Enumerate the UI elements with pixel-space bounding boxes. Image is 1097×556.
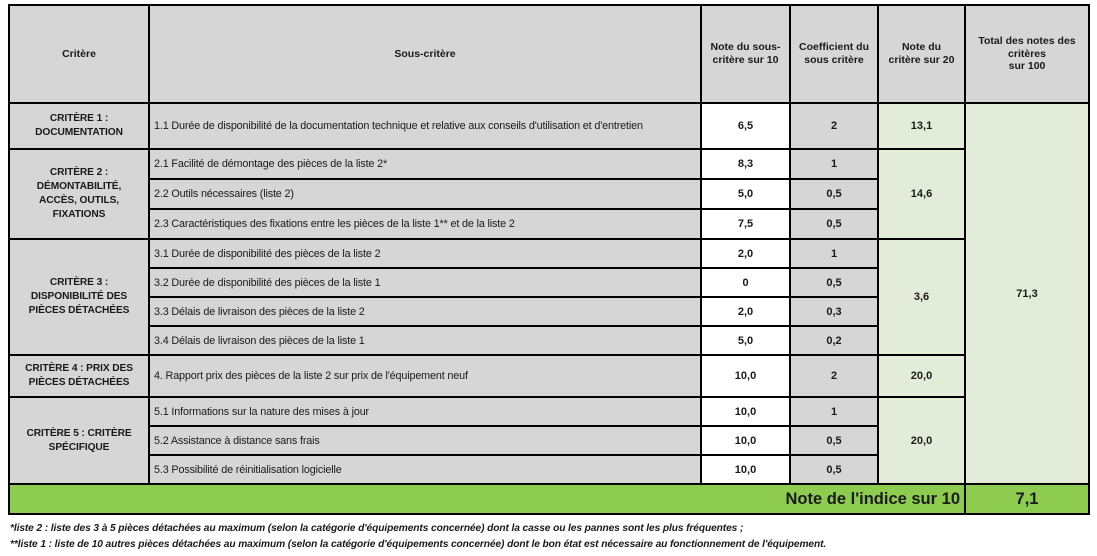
coefficient-2-1: 1: [790, 149, 878, 179]
final-score-value: 7,1: [965, 484, 1089, 514]
criterion-5-line2: SPÉCIFIQUE: [48, 441, 110, 453]
note10-1-1: 6,5: [701, 103, 790, 149]
footnote-liste-2: *liste 2 : liste des 3 à 5 pièces détachées au maximum (selon la catégorie d'équipements concernée) dont la casse ou les pannes sont les plus fréquentes ;: [10, 523, 744, 534]
table-row: [9, 103, 1089, 149]
reparability-score-table: [8, 4, 1090, 515]
subcriterion-3-4: 3.4 Délais de livraison des pièces de la liste 1: [149, 326, 701, 355]
note10-2-3: 7,5: [701, 209, 790, 239]
coefficient-5-3: 0,5: [790, 455, 878, 484]
column-header-subcriterion: Sous-critère: [149, 5, 701, 103]
note20-criterion-4: 20,0: [878, 355, 965, 397]
criterion-3-line3: PIÈCES DÉTACHÉES: [28, 304, 130, 316]
subcriterion-2-1: 2.1 Facilité de démontage des pièces de la liste 2*: [149, 149, 701, 179]
column-header-note-subcriterion: [701, 5, 790, 103]
note10-3-4: 5,0: [701, 326, 790, 355]
coefficient-2-3: 0,5: [790, 209, 878, 239]
coefficient-4-1: 2: [790, 355, 878, 397]
coefficient-3-4: 0,2: [790, 326, 878, 355]
note-crit-line1: Note du: [901, 41, 942, 54]
note20-criterion-2: 14,6: [878, 149, 965, 239]
total-sur-100: 71,3: [965, 103, 1089, 484]
note10-5-3: 10,0: [701, 455, 790, 484]
final-score-row: [9, 484, 1089, 514]
column-header-note-criterion: [878, 5, 965, 103]
criterion-cell-2: [9, 149, 149, 239]
coefficient-3-3: 0,3: [790, 297, 878, 326]
column-header-total: [965, 5, 1089, 103]
criterion-1-line1: CRITÈRE 1 :: [49, 113, 109, 125]
footnotes-block: [10, 521, 1097, 553]
note10-3-2: 0: [701, 268, 790, 297]
criterion-cell-3: [9, 239, 149, 355]
criterion-1-line2: DOCUMENTATION: [35, 127, 123, 138]
note10-5-1: 10,0: [701, 397, 790, 426]
criterion-3-line1: CRITÈRE 3 :: [49, 277, 109, 289]
criterion-cell-1: [9, 103, 149, 149]
criterion-2-line4: FIXATIONS: [52, 208, 106, 220]
column-header-criterion: Critère: [9, 5, 149, 103]
note20-criterion-5: 20,0: [878, 397, 965, 484]
subcriterion-2-2: 2.2 Outils nécessaires (liste 2): [149, 179, 701, 209]
criterion-cell-4: [9, 355, 149, 397]
note10-3-1: 2,0: [701, 239, 790, 268]
table-header-row: [9, 5, 1089, 103]
subcriterion-2-3: 2.3 Caractéristiques des fixations entre les pièces de la liste 1** et de la liste 2: [149, 209, 701, 239]
table-row: [9, 397, 1089, 426]
note-crit-line2: critère sur 20: [888, 54, 955, 66]
total-line2: critères: [1008, 47, 1046, 60]
subcriterion-3-2: 3.2 Durée de disponibilité des pièces de la liste 1: [149, 268, 701, 297]
criterion-3-line2: DISPONIBILITÉ DES: [30, 291, 128, 303]
coefficient-2-2: 0,5: [790, 179, 878, 209]
total-line1: Total des notes des: [978, 34, 1076, 47]
criterion-2-line3: ACCÈS, OUTILS,: [38, 195, 120, 206]
final-score-label: Note de l'indice sur 10: [9, 484, 965, 514]
subcriterion-3-1: 3.1 Durée de disponibilité des pièces de la liste 2: [149, 239, 701, 268]
criterion-4-line2: PIÈCES DÉTACHÉES: [28, 377, 130, 388]
criterion-5-line1: CRITÈRE 5 : CRITÈRE: [26, 427, 132, 439]
coefficient-5-1: 1: [790, 397, 878, 426]
note10-3-3: 2,0: [701, 297, 790, 326]
coefficient-1-1: 2: [790, 103, 878, 149]
note20-criterion-3: 3,6: [878, 239, 965, 355]
coef-line2: sous critère: [804, 54, 864, 66]
coefficient-5-2: 0,5: [790, 426, 878, 455]
note-sub-line2: critère sur 10: [712, 54, 779, 66]
coef-line1: Coefficient du: [799, 41, 869, 54]
criterion-2-line1: CRITÈRE 2 :: [49, 167, 109, 179]
subcriterion-5-3: 5.3 Possibilité de réinitialisation logicielle: [149, 455, 701, 484]
coefficient-3-1: 1: [790, 239, 878, 268]
note10-2-2: 5,0: [701, 179, 790, 209]
note20-criterion-1: 13,1: [878, 103, 965, 149]
subcriterion-5-1: 5.1 Informations sur la nature des mises à jour: [149, 397, 701, 426]
criterion-2-line2: DÉMONTABILITÉ,: [36, 181, 122, 193]
criterion-cell-5: [9, 397, 149, 484]
criterion-4-line1: CRITÈRE 4 : PRIX DES: [25, 363, 133, 375]
subcriterion-1-1: 1.1 Durée de disponibilité de la documentation technique et relative aux conseils d'utilisation et d'entretien: [149, 103, 701, 149]
indice-reparabilite-sheet: [0, 4, 1097, 556]
total-line3: sur 100: [1008, 60, 1046, 73]
subcriterion-3-3: 3.3 Délais de livraison des pièces de la liste 2: [149, 297, 701, 326]
table-row: [9, 149, 1089, 179]
table-row: [9, 239, 1089, 268]
subcriterion-4-1: 4. Rapport prix des pièces de la liste 2 sur prix de l'équipement neuf: [149, 355, 701, 397]
note-sub-line1: Note du sous-: [710, 41, 781, 54]
subcriterion-5-2: 5.2 Assistance à distance sans frais: [149, 426, 701, 455]
note10-2-1: 8,3: [701, 149, 790, 179]
column-header-coefficient: [790, 5, 878, 103]
note10-5-2: 10,0: [701, 426, 790, 455]
footnote-liste-1: **liste 1 : liste de 10 autres pièces détachées au maximum (selon la catégorie d'équipements concernée) dont le bon état est nécessaire au fonctionnement de l'équipement.: [10, 538, 827, 550]
note10-4-1: 10,0: [701, 355, 790, 397]
table-row: [9, 355, 1089, 397]
coefficient-3-2: 0,5: [790, 268, 878, 297]
